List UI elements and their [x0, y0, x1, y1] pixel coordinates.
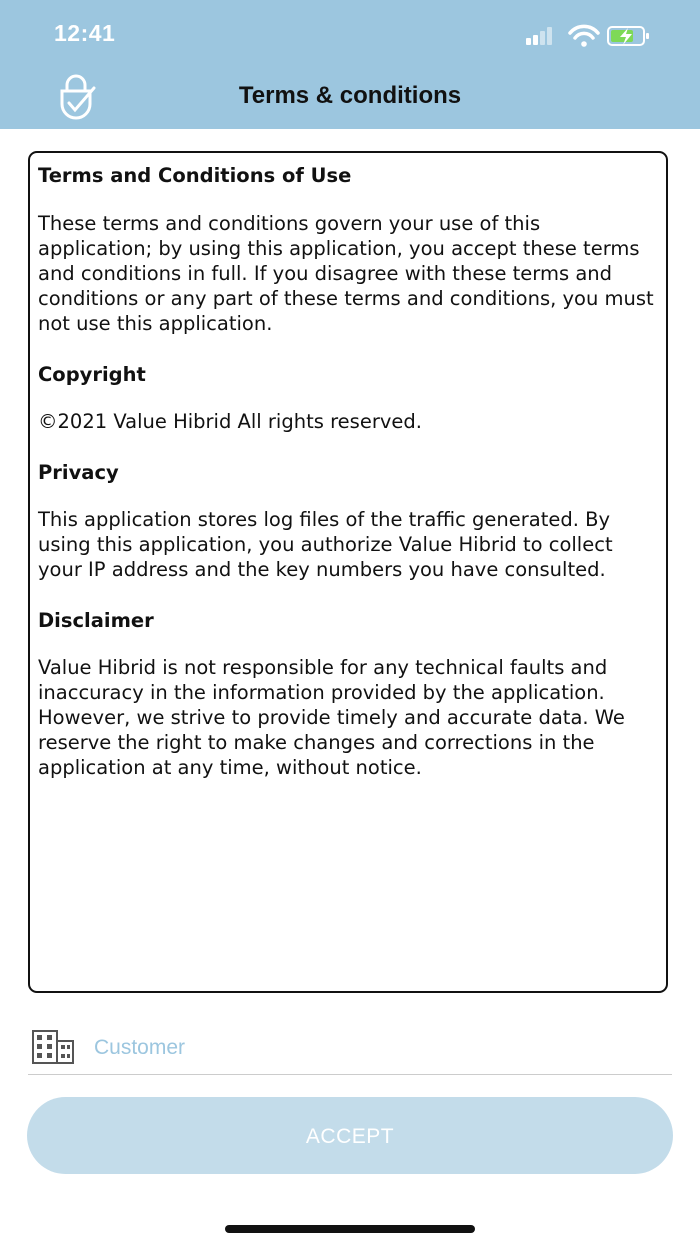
disclaimer-heading: Disclaimer [38, 609, 154, 632]
header-bar [0, 0, 700, 129]
terms-intro: These terms and conditions govern your use of this application; by using this application, you accept these terms and conditions in full. If you disagree with these terms and conditions or any part of these terms and conditions, you must not use this application. [38, 212, 654, 335]
copyright-text: ©2021 Value Hibrid All rights reserved. [38, 410, 422, 433]
disclaimer-text: Value Hibrid is not responsible for any technical faults and inaccuracy in the information provided by the application. However, we strive to provide timely and accurate data. We reserve the right to make changes and corrections in the application at any time, without notice. [38, 656, 625, 779]
accept-button[interactable]: ACCEPT [27, 1097, 673, 1174]
wifi-icon [570, 26, 598, 46]
privacy-heading: Privacy [38, 461, 119, 484]
privacy-text: This application stores log files of the traffic generated. By using this application, you authorize Value Hibrid to collect your IP address and the key numbers you have consulted. [38, 508, 613, 581]
page-title: Terms & conditions [238, 82, 462, 109]
copyright-heading: Copyright [38, 363, 146, 386]
status-time: 12:41 [54, 20, 116, 46]
customer-field [28, 1026, 672, 1075]
building-icon [32, 1030, 74, 1064]
status-icons [522, 24, 672, 48]
signal-icon [526, 27, 552, 45]
home-indicator[interactable] [225, 1225, 475, 1233]
customer-input[interactable] [94, 1030, 654, 1066]
terms-heading: Terms and Conditions of Use [38, 164, 352, 187]
terms-content[interactable] [28, 151, 668, 993]
battery-charging-icon [608, 27, 649, 45]
